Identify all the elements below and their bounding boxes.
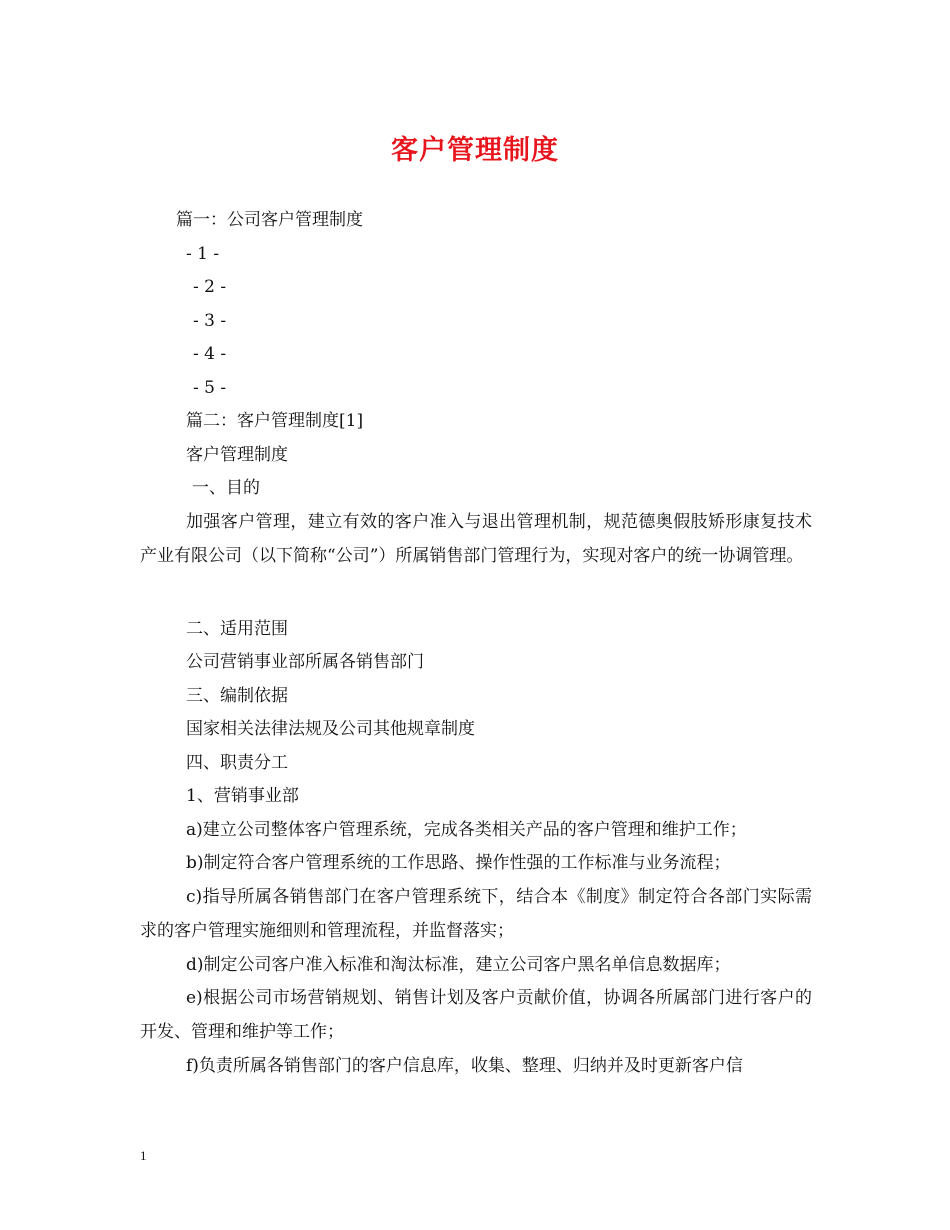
section2-heading: 篇二：客户管理制度[1] [186, 411, 364, 431]
heading-basis: 三、编制依据 [186, 686, 288, 706]
list-item-b: b)制定符合客户管理系统的工作思路、操作性强的工作标准与业务流程； [186, 853, 731, 873]
list-item-e: e)根据公司市场营销规划、销售计划及客户贡献价值，协调各所属部门进行客户的开发、管理和维护等工作； [140, 988, 812, 1042]
document-subtitle: 客户管理制度 [186, 445, 288, 465]
paragraph-purpose: 加强客户管理，建立有效的客户准入与退出管理机制，规范德奥假肢矫形康复技术产业有限公司（以下简称“公司”）所属销售部门管理行为，实现对客户的统一协调管理。 [140, 512, 812, 566]
heading-scope: 二、适用范围 [186, 619, 288, 639]
page-marker-4: - 4 - [193, 344, 227, 364]
page-marker-3: - 3 - [193, 311, 227, 331]
list-item-d: d)制定公司客户准入标准和淘汰标准，建立公司客户黑名单信息数据库； [186, 955, 731, 975]
heading-marketing-dept: 1、营销事业部 [186, 786, 299, 806]
list-item-c: c)指导所属各销售部门在客户管理系统下，结合本《制度》制定符合各部门实际需求的客户管理实施细则和管理流程，并监督落实； [140, 887, 812, 941]
document-title: 客户管理制度 [391, 135, 559, 166]
page-marker-5: - 5 - [193, 378, 227, 398]
heading-purpose: 一、目的 [192, 478, 260, 498]
paragraph-scope: 公司营销事业部所属各销售部门 [186, 652, 424, 672]
section1-heading: 篇一：公司客户管理制度 [176, 210, 363, 230]
list-item-f: f)负责所属各销售部门的客户信息库，收集、整理、归纳并及时更新客户信 [186, 1056, 743, 1076]
paragraph-basis: 国家相关法律法规及公司其他规章制度 [186, 719, 475, 739]
page-marker-2: - 2 - [193, 277, 227, 297]
page-marker-1: - 1 - [186, 244, 220, 264]
heading-duty: 四、职责分工 [186, 753, 288, 773]
page-number: 1 [140, 1148, 147, 1163]
list-item-a: a)建立公司整体客户管理系统，完成各类相关产品的客户管理和维护工作； [186, 820, 747, 840]
